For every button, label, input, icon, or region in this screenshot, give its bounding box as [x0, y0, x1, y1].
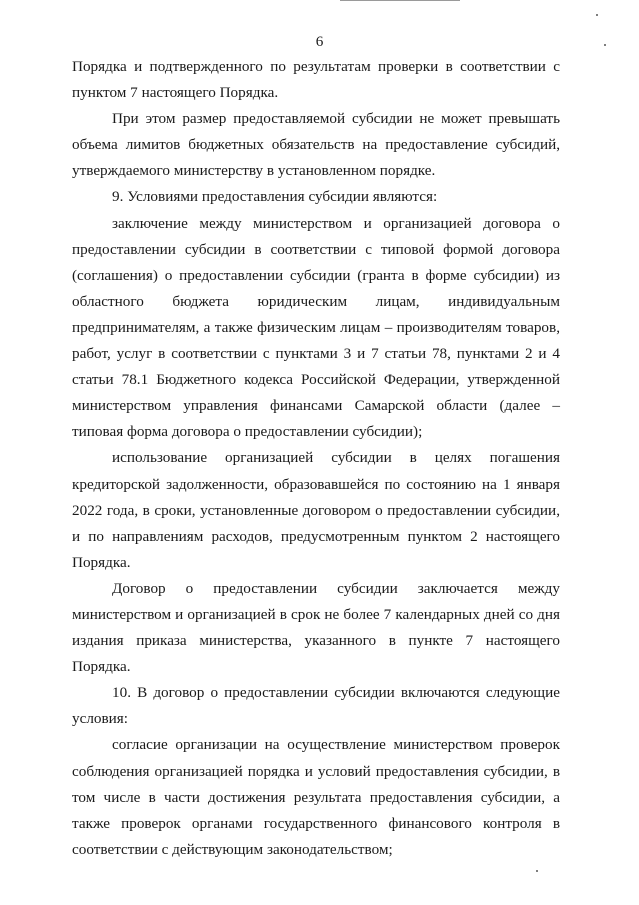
- scan-artifact-line: [340, 0, 460, 1]
- paragraph-agreement-conclusion: заключение между министерством и организацией договора о предоставлении субсидии в соответствии с типовой формой договора (соглашения) о предоставлении субсидии (гранта в форме субсидии) из областного бюджета юридическим лицам, индивидуальным предпринимателям, а также физическим лицам – производителям товаров, работ, услуг в соответствии с пунктами 3 и 7 статьи 78, пунктами 2 и 4 статьи 78.1 Бюджетного кодекса Российской Федерации, утвержденной министерством управления финансами Самарской области (далее – типовая форма договора о предоставлении субсидии);: [72, 214, 560, 441]
- page-number: 6: [315, 33, 324, 50]
- paragraph-subsidy-limit: При этом размер предоставляемой субсидии не может превышать объема лимитов бюджетных обязательств на предоставление субсидий, утверждаемого министерству в установленном порядке.: [72, 110, 560, 180]
- paragraph-inspection-consent: согласие организации на осуществление министерством проверок соблюдения организацией порядка и условий предоставления субсидии, в том числе в части достижения результата предоставления субсидии, а также проверок органами государственного финансового контроля в соответствии с действующим законодательством;: [72, 736, 560, 858]
- scan-speck: [536, 870, 538, 872]
- paragraph-agreement-term: Договор о предоставлении субсидии заключается между министерством и организацией в срок не более 7 календарных дней со дня издания приказа министерства, указанного в пункте 7 настоящего Порядка.: [72, 579, 560, 676]
- paragraph-item-10-heading: 10. В договор о предоставлении субсидии включаются следующие условия:: [72, 684, 560, 728]
- paragraph-item-9-heading: 9. Условиями предоставления субсидии являются:: [112, 188, 438, 206]
- paragraph-continuation: Порядка и подтвержденного по результатам проверки в соответствии с пунктом 7 настоящего Порядка.: [72, 58, 560, 102]
- document-body: [72, 54, 560, 863]
- paragraph-subsidy-usage: использование организацией субсидии в целях погашения кредиторской задолженности, образовавшейся по состоянию на 1 января 2022 года, в сроки, установленные договором о предоставлении субсидии, и по направлениям расходов, предусмотренным пунктом 2 настоящего Порядка.: [72, 449, 560, 571]
- scan-speck: [596, 14, 598, 16]
